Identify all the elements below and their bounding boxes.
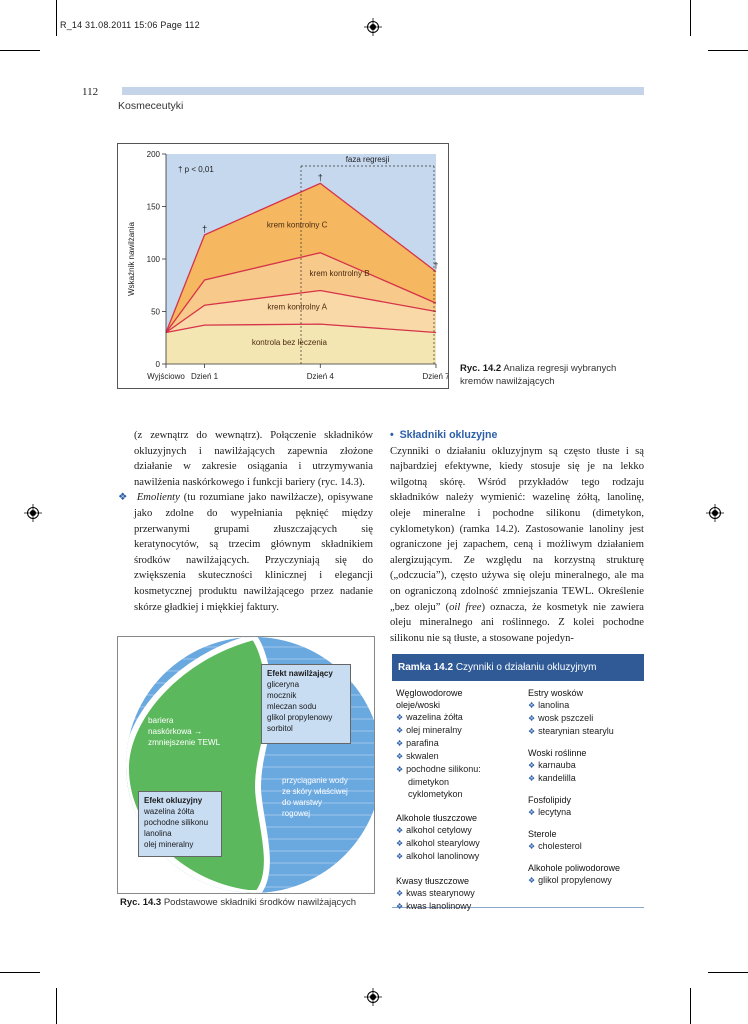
box-14-2-title-text: Czynniki o działaniu okluzyjnym [455, 662, 597, 673]
diamond-bullet-icon: ❖ [396, 902, 404, 911]
regression-phase-label: faza regresji [345, 155, 390, 164]
figure-14-2-caption-text: Analiza regresji wybranych kremów nawilżających [460, 363, 617, 387]
occlusive-box [138, 791, 222, 857]
right-paragraph-start: Czynniki o działaniu okluzyjnym są często tłuste i są najbardziej efektywne, kiedy stosuje się je na lekko wilgotną skórę. Wśród przykładów tego rodzaju składników należy wymienić: wazelinę żółtą, lanolinę, oleje mineralne i pochodne silikonu (dimetykon, cyklometykon) (ramka 14.2). Zastosowanie lanoliny jest ograniczone jej zapachem, ceną i możliwym działaniem alergizującym. Ze względu na korzystną strukturę („odczucia”), często używa się oleju mineralnego, ale ma on ograniczoną zdolność zmniejszania TEWL. Określenie „bez oleju” ( [390, 445, 644, 613]
box-group-item [396, 724, 524, 737]
humectant-title: Efekt nawilżający [267, 669, 333, 678]
x-tick-label: Dzień 1 [191, 372, 219, 381]
significance-dagger: † [317, 172, 323, 183]
significance-dagger: † [202, 223, 208, 234]
crop-mark-top-right-v [690, 0, 691, 36]
box-14-2-title [392, 654, 644, 681]
diamond-bullet-icon: ❖ [396, 739, 404, 748]
running-head: Kosmeceutyki [118, 100, 184, 112]
humectant-box [261, 664, 351, 744]
left-column [118, 428, 373, 615]
box-group-item [396, 887, 524, 900]
occlusive-title: Efekt okluzyjny [144, 796, 203, 805]
box-group-item [528, 806, 644, 819]
section-heading-text: Składniki okluzyjne [399, 429, 498, 441]
header-bar [122, 87, 644, 95]
significance-dagger: † [433, 260, 439, 271]
box-group-item [528, 840, 644, 853]
box-group [528, 794, 644, 819]
box-group-item [396, 900, 524, 913]
y-tick-label: 200 [146, 150, 160, 159]
box-group-heading: Fosfolipidy [528, 795, 572, 805]
box-group-item-text: glikol propylenowy [538, 875, 612, 885]
box-group-item-text: parafina [406, 738, 439, 748]
page-number: 112 [82, 86, 99, 98]
box-group-item-text: alkohol cetylowy [406, 825, 472, 835]
diamond-bullet-icon: ❖ [396, 889, 404, 898]
diamond-bullet-icon: ❖ [528, 774, 536, 783]
humectant-item: mocznik [267, 691, 297, 700]
left-paragraph: (z zewnątrz do wewnątrz). Połączenie składników okluzyjnych i nawilżających zapewnia złożone działanie w zakresie osiągania i utrzymywania nawilżenia naskórkowego i funkcji bariery (ryc. 14.3). [134, 430, 373, 488]
box-right-column [528, 687, 644, 896]
figure-14-2-caption [460, 362, 646, 388]
box-group [396, 812, 524, 863]
occlusive-item: wazelina żółta [144, 807, 195, 816]
box-group-item [396, 824, 524, 837]
occlusive-item: pochodne silikonu [144, 818, 209, 827]
water-attraction-label [282, 775, 348, 819]
diamond-bullet-icon: ❖ [396, 852, 404, 861]
figure-14-2-caption-label: Ryc. 14.2 [460, 363, 502, 374]
barrier-label [148, 715, 220, 748]
section-heading [390, 428, 644, 444]
crop-mark-bottom-left-v [56, 988, 57, 1024]
box-group-item-text: alkohol stearylowy [406, 838, 480, 848]
humectant-item: mleczan sodu [267, 702, 317, 711]
diamond-bullet-icon: ❖ [528, 714, 536, 723]
diamond-bullet-icon: ❖ [528, 761, 536, 770]
box-group [528, 828, 644, 853]
box-group-item [528, 874, 644, 887]
emollients-term: Emolienty [136, 492, 180, 504]
box-group-heading: Węglowodorowe [396, 688, 463, 698]
box-group-item [528, 772, 644, 785]
box-group-item [396, 837, 524, 850]
crop-mark-bottom-right-h [708, 972, 748, 973]
registration-mark-top-icon [364, 18, 382, 36]
box-group-heading: oleje/woski [396, 700, 441, 710]
oil-free-term: oil free [449, 601, 482, 613]
section-heading-bullet: • [390, 429, 394, 441]
box-group-item-text: cholesterol [538, 841, 582, 851]
box-group-item-text: alkohol lanolinowy [406, 851, 480, 861]
x-tick-label: Dzień 7 [422, 372, 448, 381]
y-tick-label: 0 [155, 360, 160, 369]
series-label: krem kontrolny C [266, 220, 328, 230]
box-group [528, 862, 644, 887]
box-left-column [396, 687, 524, 925]
box-group-heading: Woski roślinne [528, 748, 587, 758]
box-group-heading: Alkohole poliwodorowe [528, 863, 621, 873]
water-line-4: rogowej [282, 809, 311, 818]
box-group-item [396, 737, 524, 750]
diamond-bullet-icon: ❖ [396, 726, 404, 735]
figure-14-3-caption-label: Ryc. 14.3 [120, 897, 162, 908]
crop-mark-top-right-h [708, 50, 748, 51]
registration-mark-left-icon [24, 504, 42, 522]
box-14-2-label: Ramka 14.2 [398, 662, 454, 673]
box-group [528, 747, 644, 785]
y-axis-label: Wskaźnik nawilżania [127, 222, 136, 296]
box-group-item-text: lanolina [538, 700, 570, 710]
box-group-item-text: wosk pszczeli [538, 713, 594, 723]
diamond-bullet-icon: ❖ [528, 727, 536, 736]
print-slug: R_14 31.08.2011 15:06 Page 112 [60, 20, 200, 30]
box-group-item-text: kwas stearynowy [406, 888, 475, 898]
humectant-item: glikol propylenowy [267, 713, 333, 722]
box-group-heading: Kwasy tłuszczowe [396, 876, 470, 886]
box-group-item-text: wazelina żółta [406, 712, 463, 722]
box-group-item-text: stearynian stearylu [538, 726, 614, 736]
right-paragraph-end: ) oznacza, że kosmetyk nie zawiera oleju mineralnego ani roślinnego. Z kolei pochodne silikonu nie są tłuste, a stosowane pojedyn- [390, 601, 644, 644]
box-group-item [396, 750, 524, 763]
box-group-item [528, 699, 644, 712]
crop-mark-top-left-h [0, 50, 40, 51]
x-tick-label: Dzień 4 [306, 372, 334, 381]
diamond-bullet-icon: ❖ [396, 826, 404, 835]
box-group [528, 687, 644, 738]
box-group-item-text: olej mineralny [406, 725, 462, 735]
registration-mark-bottom-icon [364, 988, 382, 1006]
diamond-bullet-icon: ❖ [118, 492, 129, 504]
diamond-bullet-icon: ❖ [528, 876, 536, 885]
box-group-heading: Alkohole tłuszczowe [396, 813, 478, 823]
registration-mark-right-icon [706, 504, 724, 522]
y-tick-label: 100 [146, 255, 160, 264]
series-label: krem kontrolny A [267, 302, 327, 312]
humectant-item: gliceryna [267, 680, 300, 689]
diamond-bullet-icon: ❖ [396, 713, 404, 722]
barrier-line-3: zmniejszenie TEWL [148, 738, 221, 747]
crop-mark-top-left-v [56, 0, 57, 36]
diamond-bullet-icon: ❖ [528, 701, 536, 710]
box-group-item [396, 711, 524, 724]
barrier-line-1: bariera [148, 716, 174, 725]
humectant-item: sorbitol [267, 724, 293, 733]
diamond-bullet-icon: ❖ [528, 808, 536, 817]
figure-14-3-caption [120, 896, 380, 909]
box-group-item-text: lecytyna [538, 807, 572, 817]
box-group [396, 687, 524, 800]
x-tick-label: Wyjściowo [147, 372, 185, 381]
emollients-text: (tu rozumiane jako nawilżacze), opisywane jako zdolne do wypełniania pęknięć między przerwanymi grupami złuszczających się keratynocytów, są trzecim głównym składnikiem środków nawilżających. Przyczyniają się do zwiększenia skuteczności klinicznej i elegancji kosmetycznej produktu nawilżającego przez nadanie skórze gładkiej i miękkiej faktury. [134, 492, 373, 613]
series-label: kontrola bez leczenia [251, 338, 328, 348]
box-group-heading: Estry wosków [528, 688, 584, 698]
box-group-heading: Sterole [528, 829, 557, 839]
diamond-bullet-icon: ❖ [396, 839, 404, 848]
significance-note: † p < 0,01 [178, 165, 214, 174]
occlusive-item: olej mineralny [144, 840, 194, 849]
box-group-item [528, 725, 644, 738]
water-line-2: ze skóry właściwej [282, 787, 348, 796]
water-line-3: do warstwy [282, 798, 323, 807]
box-group-item-text: pochodne silikonu: [406, 764, 481, 774]
diamond-bullet-icon: ❖ [396, 752, 404, 761]
box-group-item [396, 850, 524, 863]
box-group-item [396, 763, 524, 776]
box-group-item-text: kwas lanolinowy [406, 901, 472, 911]
figure-14-2-frame [117, 143, 449, 389]
crop-mark-bottom-left-h [0, 972, 40, 973]
figure-14-3-caption-text: Podstawowe składniki środków nawilżających [163, 897, 357, 908]
crop-mark-bottom-right-v [690, 988, 691, 1024]
box-group-item-text: karnauba [538, 760, 576, 770]
box-group-item-continuation: cyklometykon [408, 789, 463, 799]
figure-14-3-frame [117, 636, 375, 894]
regression-chart [118, 144, 448, 388]
box-group-item-continuation: dimetykon [408, 777, 450, 787]
box-group-item-text: kandelilla [538, 773, 576, 783]
box-group-item [528, 712, 644, 725]
box-group-item-text: skwalen [406, 751, 439, 761]
y-tick-label: 150 [146, 202, 160, 212]
series-label: krem kontrolny B [309, 268, 370, 278]
barrier-line-2: naskórkowa → [148, 727, 203, 736]
y-tick-label: 50 [151, 307, 160, 317]
box-group [396, 875, 524, 913]
emollients-bullet [118, 490, 373, 615]
right-paragraph [390, 444, 644, 647]
right-column [390, 428, 644, 646]
diamond-bullet-icon: ❖ [396, 765, 404, 774]
diamond-bullet-icon: ❖ [528, 842, 536, 851]
box-group-item [528, 759, 644, 772]
water-line-1: przyciąganie wody [282, 776, 348, 785]
occlusive-item: lanolina [144, 829, 172, 838]
box-14-2-body [392, 681, 644, 911]
